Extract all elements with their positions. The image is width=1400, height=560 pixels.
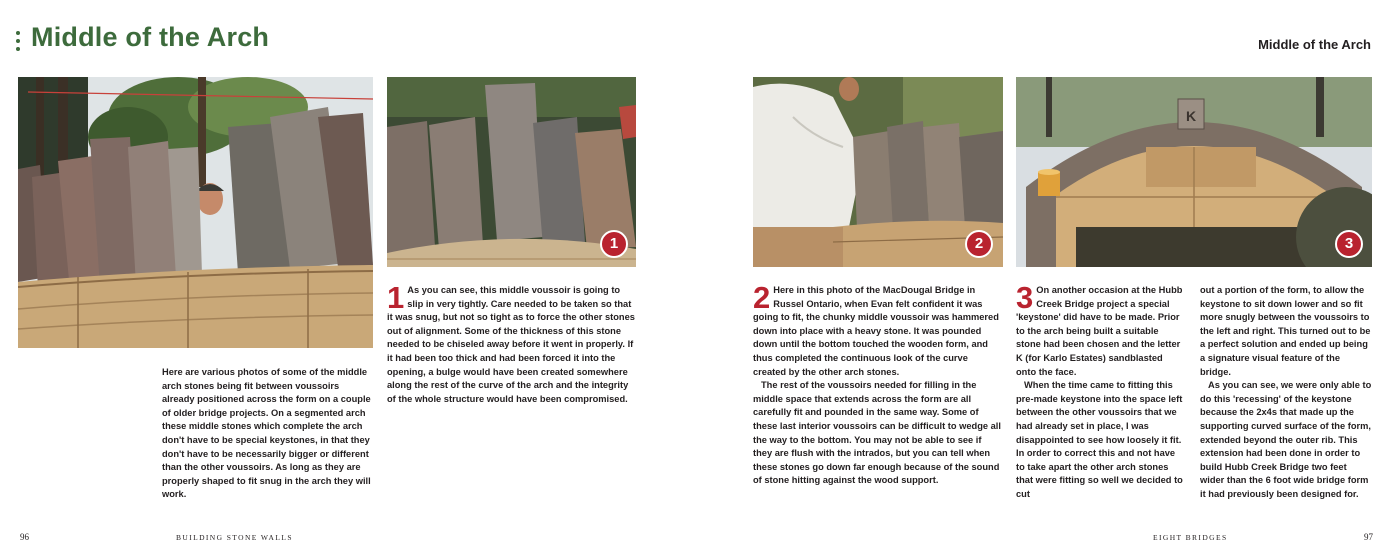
page-number-left: 96 <box>20 532 29 542</box>
caption-number-3: 3 <box>1016 280 1034 315</box>
caption-3-column-a <box>1016 280 1184 502</box>
caption-1 <box>387 280 636 406</box>
middle-voussoir-illustration <box>387 77 636 267</box>
intro-caption-text: Here are various photos of some of the middle arch stones being fit between voussoirs already positioned across the form on a couple of older bridge projects. On a segmented arch these middle stones which complete the arch don't have to be special keystones, in that they don't have to be necessarily bigger or different than the other voussoirs. As long as they are properly shaped to fit snug in the arch they will work. <box>162 367 371 500</box>
photo-number-badge-1: 1 <box>600 230 628 258</box>
caption-3-column-b <box>1200 284 1372 502</box>
caption-2-text-continued: The rest of the voussoirs needed for filling in the middle space that extends across the form are all carefully fit and pounded in the same way. Some of these last interior voussoirs can be difficult to wedge all the way to the bottom. You may not be able to see if they are flush with the intrados, but you can tell when these stones go down far enough because of the sound of stone hitting against the wood support. <box>753 380 1001 486</box>
photo-number-badge-2: 2 <box>965 230 993 258</box>
running-foot-right: EIGHT BRIDGES <box>1153 533 1228 542</box>
caption-2 <box>753 280 1003 488</box>
caption-3-text-column-b: out a portion of the form, to allow the keystone to sit down lower and so fit more snugly between the voussoirs to the left and right. This turned out to be a perfect solution and ended up being a signature visual feature of the bridge. <box>1200 285 1371 377</box>
caption-3-text-continued: When the time came to fitting this pre-made keystone into the space left between the other voussoirs that we had already set in place, I was disappointed to see how loosely it fit. In order to correct this and not have to take apart the other arch stones that were fitting so well we decided to cut <box>1016 380 1183 499</box>
caption-3-text: On another occasion at the Hubb Creek Bridge project a special 'keystone' did have to be made. Prior to the arch being built a suitable stone had been chosen and the letter K (for Karlo Estates) sandblasted onto the face. <box>1016 285 1183 377</box>
photo-2-macdougal-bridge <box>753 77 1003 267</box>
arch-stones-illustration <box>18 77 373 348</box>
chapter-title: Middle of the Arch <box>31 22 270 52</box>
hubb-creek-bridge-illustration <box>1016 77 1372 267</box>
photo-arch-stones-wide <box>18 77 373 348</box>
keystone-letter-k: K <box>1185 108 1197 124</box>
caption-number-2: 2 <box>753 280 771 315</box>
photo-3-hubb-creek-bridge <box>1016 77 1372 267</box>
caption-number-1: 1 <box>387 280 405 315</box>
intro-caption <box>162 366 374 502</box>
running-head: Middle of the Arch <box>1258 37 1371 52</box>
caption-2-text: Here in this photo of the MacDougal Bridge in Russel Ontario, when Evan felt confident it was going to fit, the chunky middle voussoir was hammered down into place with a heavy stone. It was pounded down until the bottom touched the wooden form, and thus completed the continuous look of the curve created by the other arch stones. <box>753 285 999 377</box>
running-foot-left: BUILDING STONE WALLS <box>176 533 293 542</box>
photo-number-badge-3: 3 <box>1335 230 1363 258</box>
caption-1-text: As you can see, this middle voussoir is going to slip in very tightly. Care needed to be taken so that it was snug, but not so tight as to force the other stones out of alignment. Some of the thickness of this stone needed to be chiseled away before it went in properly. If it had been too thick and had been forced it into the opening, a bulge would have been created somewhere along the rest of the curve of the arch and the integrity of the whole structure would have been compromised. <box>387 285 635 404</box>
photo-1-middle-voussoir <box>387 77 636 267</box>
page-number-right: 97 <box>1364 532 1373 542</box>
caption-3-text-column-b-continued: As you can see, we were only able to do this 'recessing' of the keystone because the 2x4s that made up the supporting curved surface of the form, extended beyond the outer rib. This extension had been done in order to build Hubb Creek Bridge two feet wider than the 6 foot wide bridge form it had previously been designed for. <box>1200 380 1372 499</box>
chapter-marker-icon <box>16 31 20 51</box>
